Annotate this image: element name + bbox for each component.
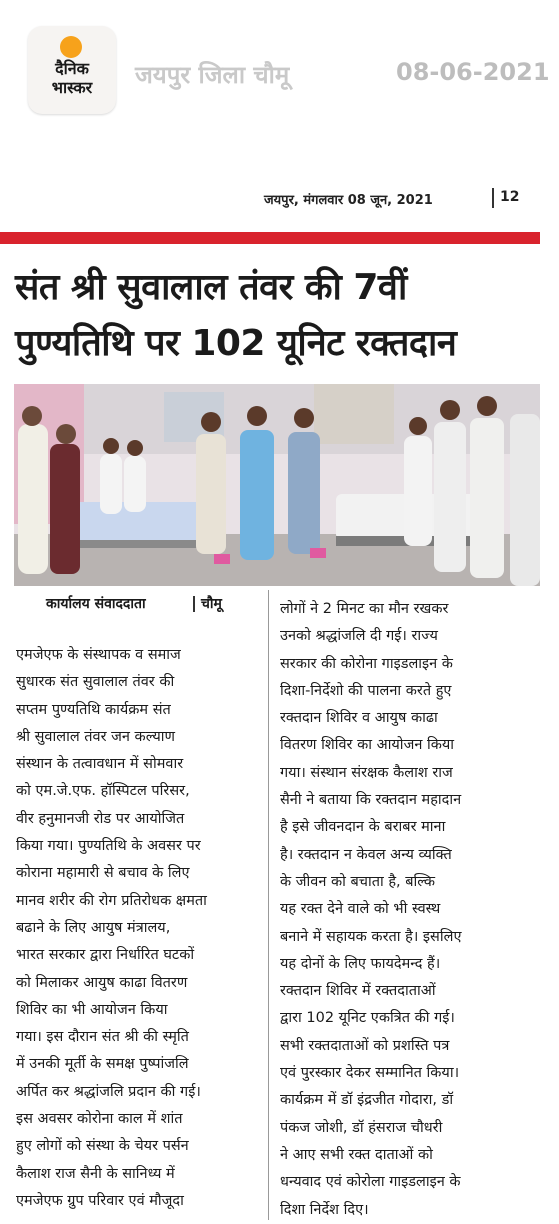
article-line: सप्तम पुण्यतिथि कार्यक्रम संत (16, 701, 171, 718)
article-line: संस्थान के तत्वावधान में सोमवार (16, 756, 184, 773)
news-photo (14, 384, 540, 586)
article-line: किया गया। पुण्यतिथि के अवसर पर (16, 838, 201, 855)
article-line: दिशा-निर्देशो की पालना करते हुए (280, 682, 452, 699)
edition-label: जयपुर जिला चौमू (135, 61, 290, 89)
article-line: वीर हनुमानजी रोड पर आयोजित (16, 810, 185, 827)
dateline-divider (492, 188, 494, 208)
article-line: कैलाश राज सैनी के सानिध्य में (16, 1165, 175, 1182)
article-line: में उनकी मूर्ती के समक्ष पुष्पांजलि (16, 1056, 189, 1073)
edition-date: 08-06-2021 (396, 58, 550, 86)
app-header (0, 0, 559, 110)
logo-line1: दैनिक (55, 59, 89, 78)
article-line: ने आए सभी रक्त दाताओं को (280, 1146, 433, 1163)
article-line: एमजेएफ ग्रुप परिवार एवं मौजूदा (16, 1192, 184, 1209)
article-line: धन्यवाद एवं कोरोला गाइडलाइन के (280, 1174, 461, 1191)
article-line: के जीवन को बचाता है, बल्कि (280, 873, 435, 890)
article-line: श्री सुवालाल तंवर जन कल्याण (16, 728, 175, 745)
article-line: लोगों ने 2 मिनट का मौन रखकर (280, 601, 449, 617)
page-dateline: जयपुर, मंगलवार 08 जून, 2021 (264, 193, 433, 208)
article-line: मानव शरीर की रोग प्रतिरोधक क्षमता (16, 892, 207, 909)
article-line: को मिलाकर आयुष काढा वितरण (16, 974, 188, 991)
dainik-bhaskar-logo[interactable] (28, 26, 116, 114)
logo-line2: भास्कर (51, 78, 93, 97)
blood-donation-photo (14, 384, 540, 586)
article-left-column (16, 642, 264, 1215)
article-line: सैनी ने बताया कि रक्तदान महादान (280, 792, 462, 809)
article-line: यह रक्त देने वाले को भी स्वस्थ (280, 901, 441, 918)
article-line: यह दोनों के लिए फायदेमन्द हैं। (280, 955, 441, 972)
sun-icon (60, 36, 82, 58)
article-line: कार्यक्रम में डॉ इंद्रजीत गोदारा, डॉ (280, 1092, 454, 1109)
article-line: एमजेएफ के संस्थापक व समाज (16, 647, 181, 663)
article-line: बढाने के लिए आयुष मंत्रालय, (16, 919, 171, 936)
article-line: गया। इस दौरान संत श्री की स्मृति (16, 1029, 189, 1046)
article-line: को एम.जे.एफ. हॉस्पिटल परिसर, (16, 783, 190, 800)
article-line: द्वारा 102 यूनिट एकत्रित की गई। (280, 1010, 455, 1027)
article-line: हुए लोगों को संस्था के चेयर पर्सन (16, 1138, 189, 1155)
red-rule (0, 232, 540, 244)
article-line: बनाने में सहायक करता है। इसलिए (280, 928, 462, 945)
byline-divider (193, 596, 195, 612)
article-line: पंकज जोशी, डॉ हंसराज चौधरी (280, 1119, 443, 1136)
article-line: गया। संस्थान संरक्षक कैलाश राज (280, 764, 453, 781)
article-line: भारत सरकार द्वारा निर्धारित घटकों (16, 947, 195, 964)
article-line: सभी रक्तदाताओं को प्रशस्ति पत्र (280, 1037, 450, 1054)
byline-place: चौमू (201, 596, 222, 612)
headline-line2: पुण्यतिथि पर 102 यूनिट रक्तदान (15, 323, 457, 364)
page-number: 12 (500, 189, 520, 205)
article-line: उनको श्रद्धांजलि दी गई। राज्य (280, 628, 438, 645)
article-line: वितरण शिविर का आयोजन किया (280, 737, 455, 754)
article-line: दिशा निर्देश दिए। (280, 1201, 369, 1218)
article-line: रक्तदान शिविर में रक्तदाताओं (280, 983, 436, 1000)
article-line: है इसे जीवनदान के बराबर माना (280, 819, 446, 836)
article-line: सरकार की कोरोना गाइडलाइन के (280, 655, 453, 672)
article-line: इस अवसर कोरोना काल में शांत (16, 1111, 183, 1128)
article-line: एवं पुरस्कार देकर सम्मानित किया। (280, 1065, 460, 1082)
article-line: है। रक्तदान न केवल अन्य व्यक्ति (280, 846, 452, 863)
headline-line1: संत श्री सुवालाल तंवर की 7वीं (15, 267, 407, 308)
article-line: अर्पित कर श्रद्धांजलि प्रदान की गई। (16, 1083, 201, 1100)
article-right-column (280, 596, 542, 1224)
column-divider (268, 590, 269, 1220)
article-line: सुधारक संत सुवालाल तंवर की (16, 674, 175, 691)
article-line: शिविर का भी आयोजन किया (16, 1001, 168, 1018)
article-line: रक्तदान शिविर व आयुष काढा (280, 710, 438, 727)
byline-reporter: कार्यालय संवाददाता (46, 596, 146, 612)
article-line: कोराना महामारी से बचाव के लिए (16, 865, 190, 882)
